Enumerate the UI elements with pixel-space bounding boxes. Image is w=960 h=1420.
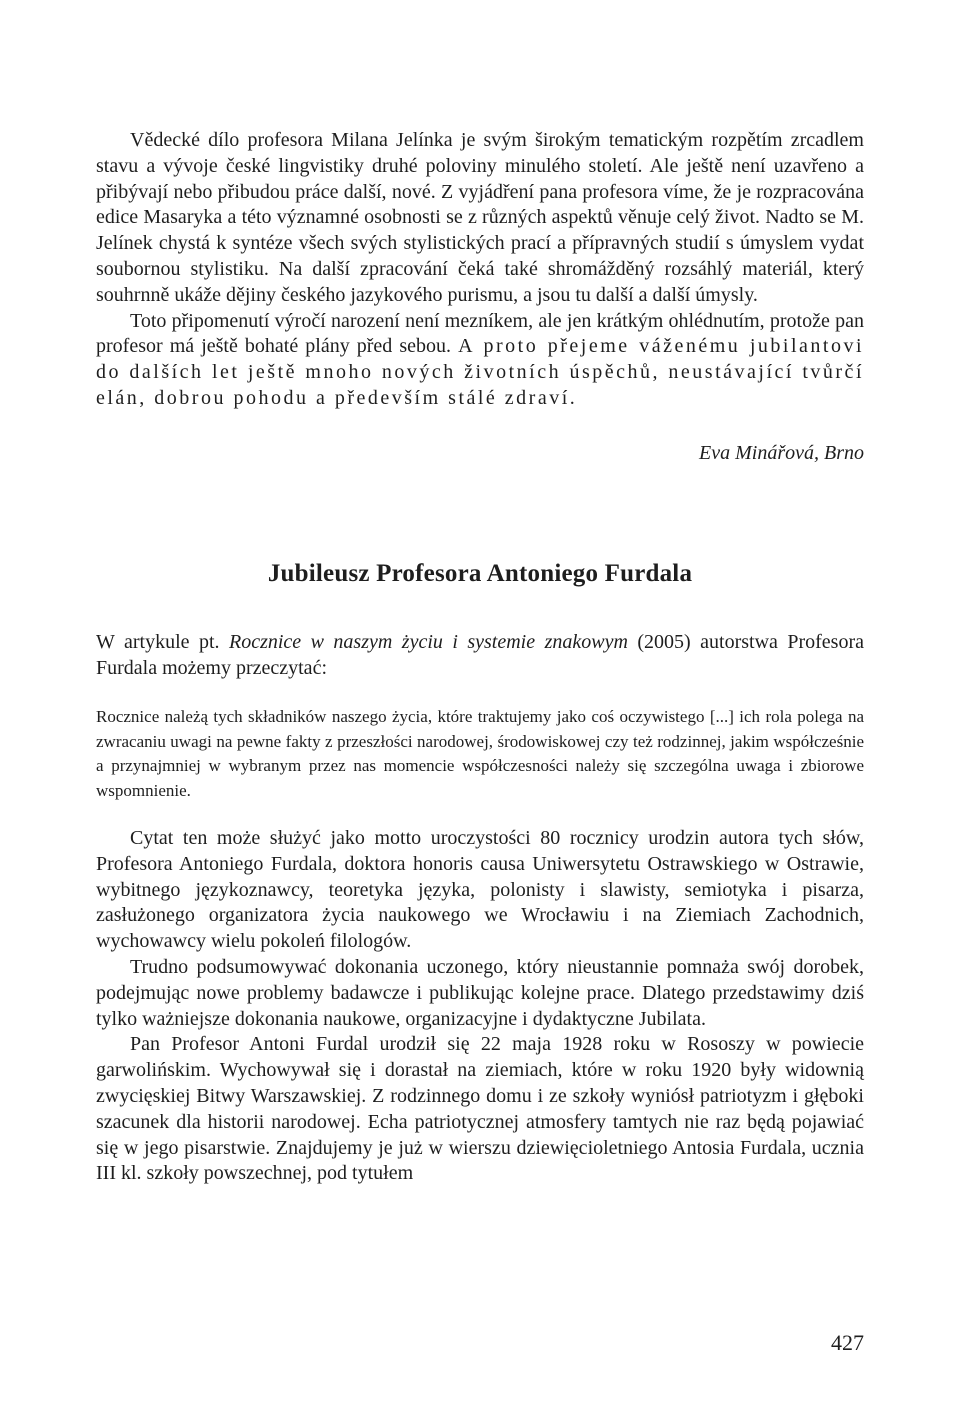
intro-text-before: W artykule pt. [96,630,229,653]
polish-paragraph-3: Pan Profesor Antoni Furdal urodził się 22 maja 1928 roku w Rososzy w powiecie garwolińskim. Wychowywał się i dorastał na ziemiach, które w roku 1920 były widownią zwycięskiej Bitwy Warszawskiej. Z rodzinnego domu i ze szkoły wyniósł patriotyzm i głęboki szacunek dla historii narodowej. Echa patriotycznej atmosfery tamtych nie raz będą pojawiać się w jego pisarstwie. Znajdujemy je już w wierszu dziewięcioletniego Antosia Furdala, ucznia III kl. szkoły powszechnej, pod tytułem [96,1033,864,1185]
author-signature: Eva Minářová, Brno [699,441,864,464]
section-title: Jubileusz Profesora Antoniego Furdala [267,559,693,587]
czech-paragraph-2-text: Toto připomenutí výročí narození není mezníkem, ale jen krátkým ohlédnutím, protože pan profesor má ještě bohaté plány před sebou. [96,309,864,358]
polish-intro-paragraph [96,630,864,682]
block-quote: Rocznice należą tych składników naszego życia, które traktujemy jako coś oczywistego [...] ich rola polega na zwracaniu uwagi na pewne fakty z przeszłości narodowej, środowiskowej czy też rodzinnej, jakim współcześnie a przynajmniej w wybranym przez nas momencie współczesności należy się szczególna uwaga i zbiorowe wspomnienie. [96,707,864,800]
cited-article-title: Rocznice w naszym życiu i systemie znakowym [228,630,628,653]
czech-paragraph-2 [96,309,864,412]
document-page [96,128,864,1388]
czech-paragraph-1: Vědecké dílo profesora Milana Jelínka je svým širokým tematickým rozpětím zrcadlem stavu a vývoje české lingvistiky druhé poloviny minulého století. Ale ještě není uzavřeno a přibývají nebo přibudou práce další, nové. Z vyjádření pana profesora víme, že je rozpracována edice Masaryka a této významné osobnosti se z různých aspektů věnuje celý život. Nadto se M. Jelínek chystá k syntéze všech svých stylistických prací a přípravných studií s úmyslem vydat soubornou stylistiku. Na další zpracování čeká také shromážděný rozsáhlý materiál, který souhrnně ukáže dějiny českého jazykového purismu, a jsou tu další a další úmysly. [96,129,864,306]
polish-paragraph-2: Trudno podsumowywać dokonania uczonego, który nieustannie pomnaża swój dorobek, podejmując nowe problemy badawcze i publikując kolejne prace. Dlatego przedstawimy dziś tylko ważniejsze dokonania naukowe, organizacyjne i dydaktyczne Jubilata. [96,955,864,1030]
page-number: 427 [831,1330,864,1355]
polish-paragraph-1: Cytat ten może służyć jako motto uroczystości 80 rocznicy urodzin autora tych słów, Profesora Antoniego Furdala, doktora honoris causa Uniwersytetu Ostrawskiego w Ostrawie, wybitnego językoznawcy, teoretyka języka, polonisty i slawisty, semiotyka i pisarza, zasłużonego organizatora życia naukowego we Wrocławiu i na Ziemiach Zachodnich, wychowawcy wielu pokoleń filologów. [96,826,864,953]
czech-paragraph-2-spaced-wishes: A proto přejeme váženému jubilantovi do dalších let ještě mnoho nových životních úspěchů, neustávající tvůrčí elán, dobrou pohodu a především stálé zdraví. [96,335,864,409]
intro-text-after: (2005) autorstwa Profesora Furdala możemy przeczytać: [96,630,864,679]
